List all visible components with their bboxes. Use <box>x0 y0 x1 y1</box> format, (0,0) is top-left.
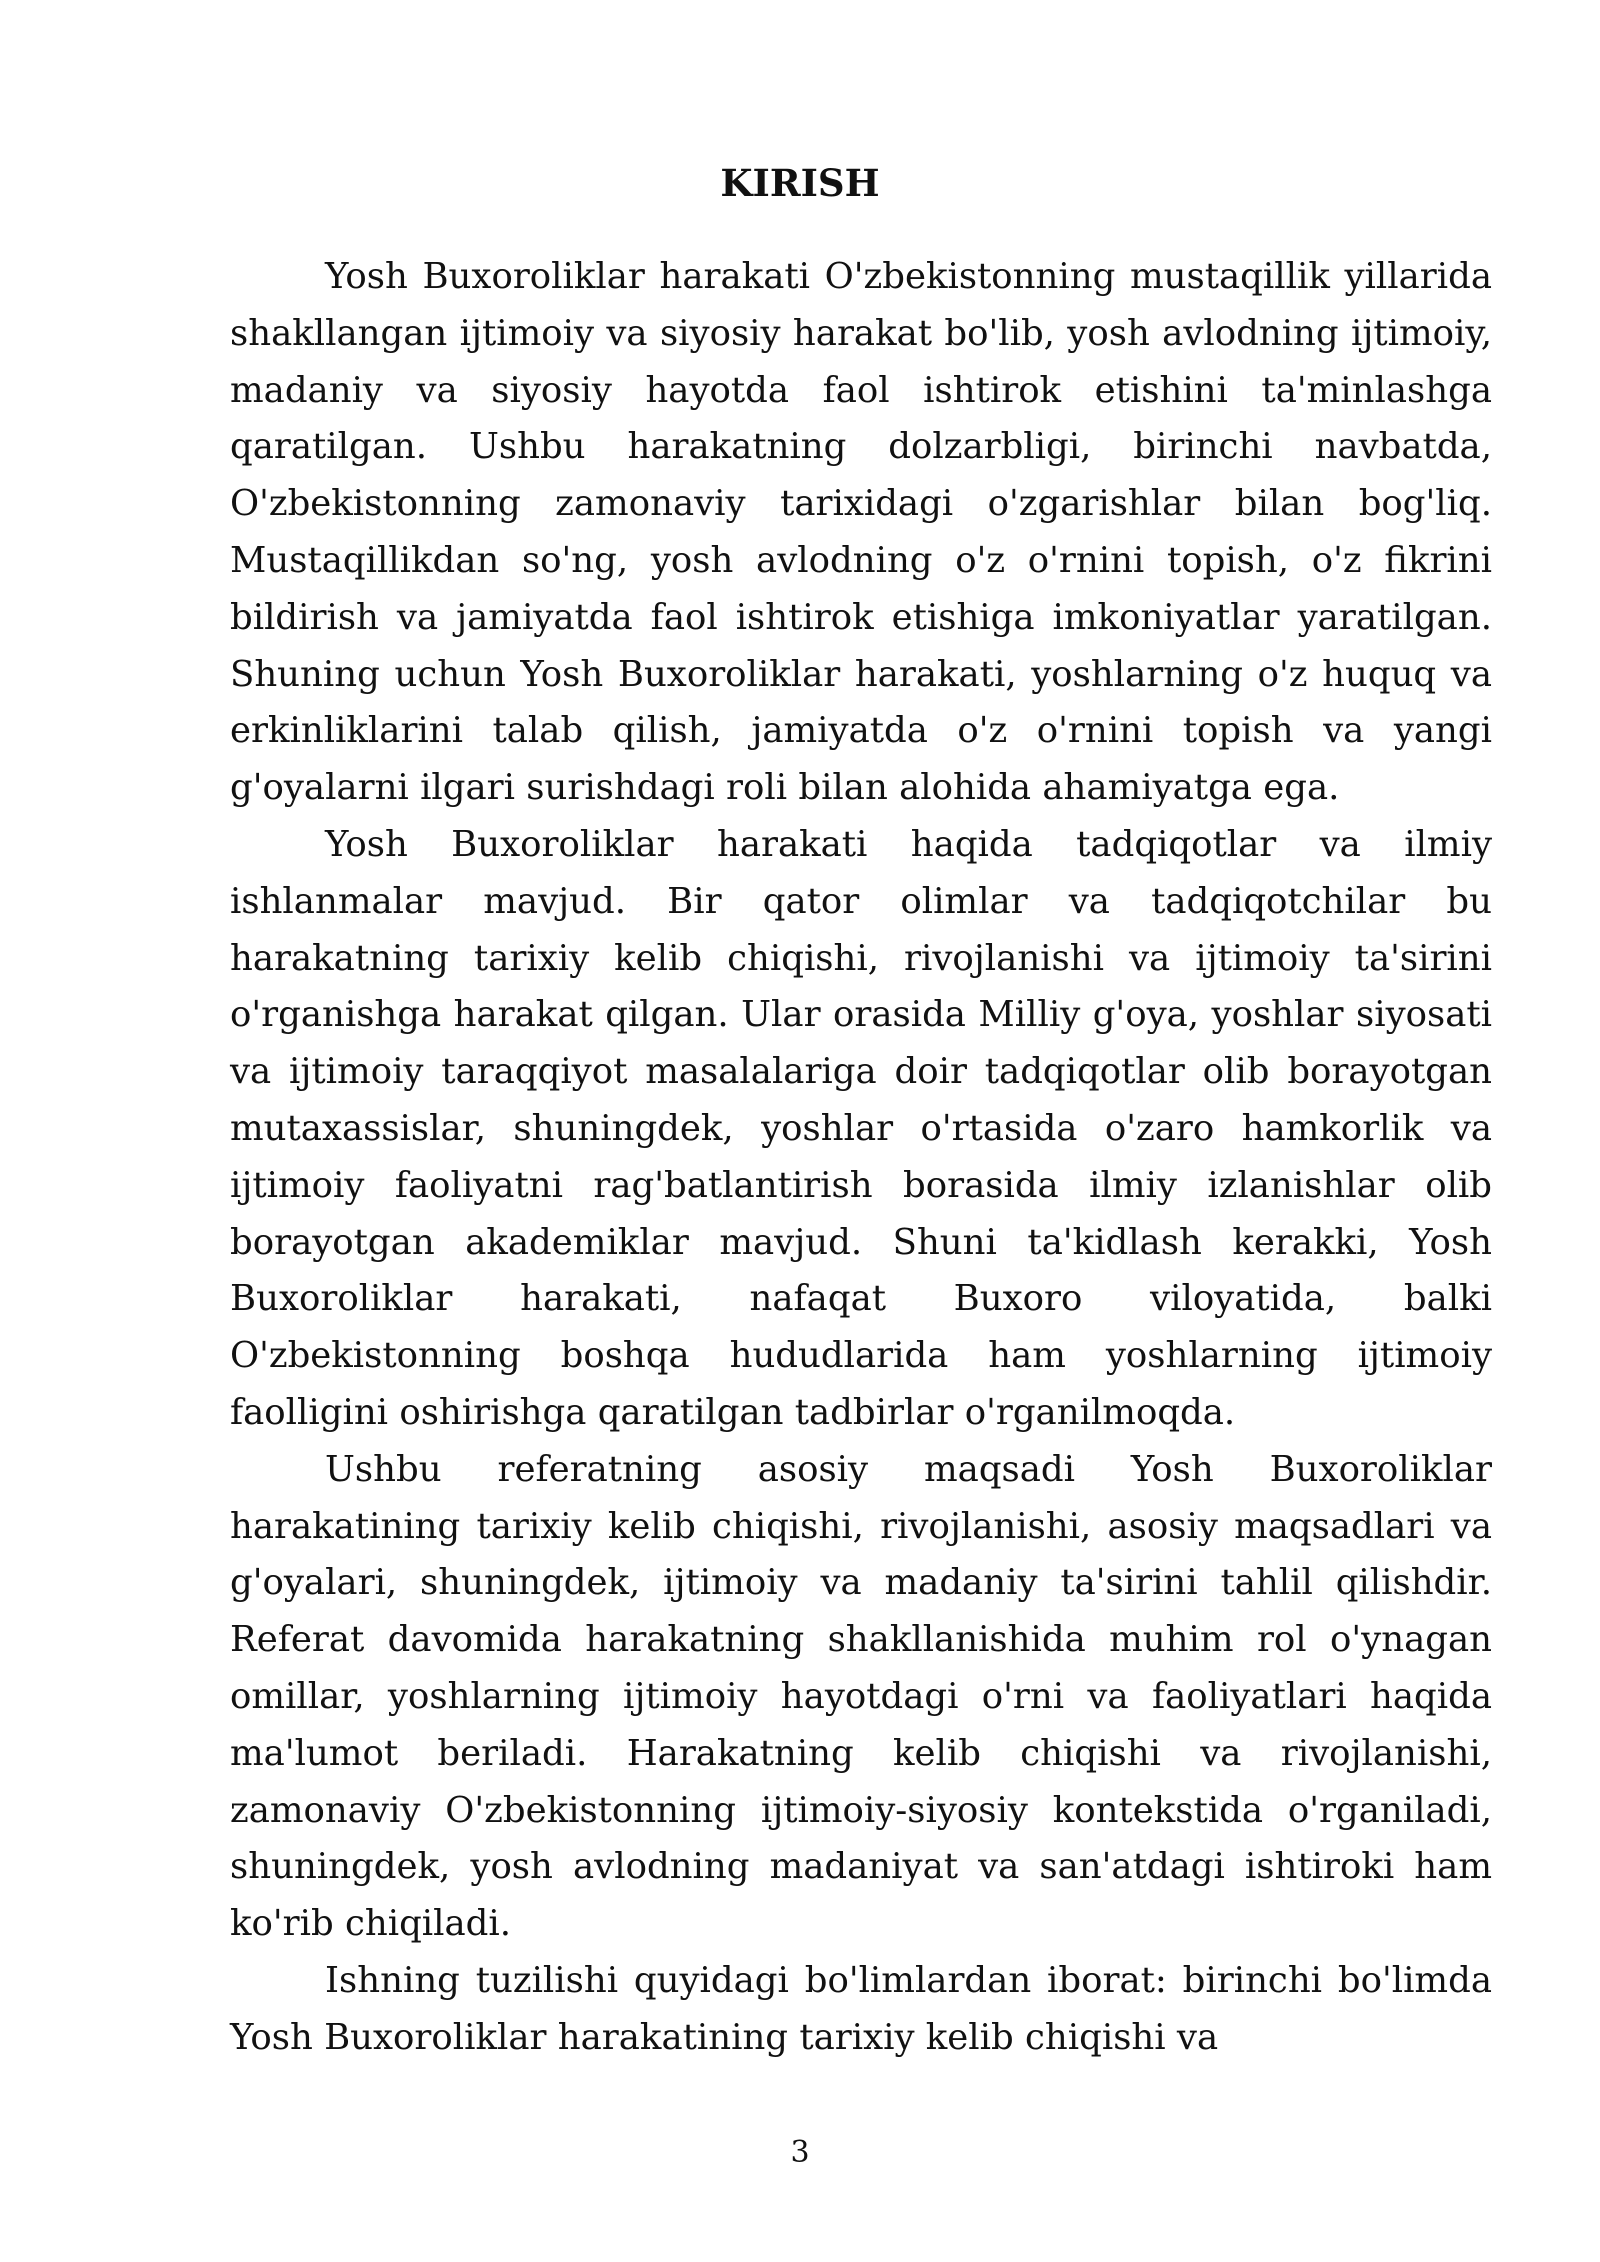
paragraph-3: Ushbu referatning asosiy maqsadi Yosh Buxoroliklar harakatining tarixiy kelib chiqishi, rivojlanishi, asosiy maqsadlari va g'oyalari, shuningdek, ijtimoiy va madaniy ta'sirini tahlil qilishdir. Referat davomida harakatning shakllanishida muhim rol o'ynagan omillar, yoshlarning ijtimoiy hayotdagi o'rni va faoliyatlari haqida ma'lumot beriladi. Harakatning kelib chiqishi va rivojlanishi, zamonaviy O'zbekistonning ijtimoiy-siyosiy kontekstida o'rganiladi, shuningdek, yosh avlodning madaniyat va san'atdagi ishtiroki ham ko'rib chiqiladi. <box>230 1448 1492 1945</box>
paragraph-2: Yosh Buxoroliklar harakati haqida tadqiqotlar va ilmiy ishlanmalar mavjud. Bir qator olimlar va tadqiqotchilar bu harakatning tarixiy kelib chiqishi, rivojlanishi va ijtimoiy ta'sirini o'rganishga harakat qilgan. Ular orasida Milliy g'oya, yoshlar siyosati va ijtimoiy taraqqiyot masalalariga doir tadqiqotlar olib borayotgan mutaxassislar, shuningdek, yoshlar o'rtasida o'zaro hamkorlik va ijtimoiy faoliyatni rag'batlantirish borasida ilmiy izlanishlar olib borayotgan akademiklar mavjud. Shuni ta'kidlash kerakki, Yosh Buxoroliklar harakati, nafaqat Buxoro viloyatida, balki O'zbekistonning boshqa hududlarida ham yoshlarning ijtimoiy faolligini oshirishga qaratilgan tadbirlar o'rganilmoqda. <box>230 823 1492 1433</box>
paragraph-4: Ishning tuzilishi quyidagi bo'limlardan iborat: birinchi bo'limda Yosh Buxoroliklar harakatining tarixiy kelib chiqishi va <box>230 1959 1492 2058</box>
page-number: 3 <box>790 2135 810 2170</box>
body-text <box>230 249 1492 2067</box>
page-title: KIRISH <box>720 161 880 205</box>
paragraph-1: Yosh Buxoroliklar harakati O'zbekistonning mustaqillik yillarida shakllangan ijtimoiy va siyosiy harakat bo'lib, yosh avlodning ijtimoiy, madaniy va siyosiy hayotda faol ishtirok etishini ta'minlashga qaratilgan. Ushbu harakatning dolzarbligi, birinchi navbatda, O'zbekistonning zamonaviy tarixidagi o'zgarishlar bilan bog'liq. Mustaqillikdan so'ng, yosh avlodning o'z o'rnini topish, o'z fikrini bildirish va jamiyatda faol ishtirok etishiga imkoniyatlar yaratilgan. Shuning uchun Yosh Buxoroliklar harakati, yoshlarning o'z huquq va erkinliklarini talab qilish, jamiyatda o'z o'rnini topish va yangi g'oyalarni ilgari surishdagi roli bilan alohida ahamiyatga ega. <box>230 256 1492 809</box>
